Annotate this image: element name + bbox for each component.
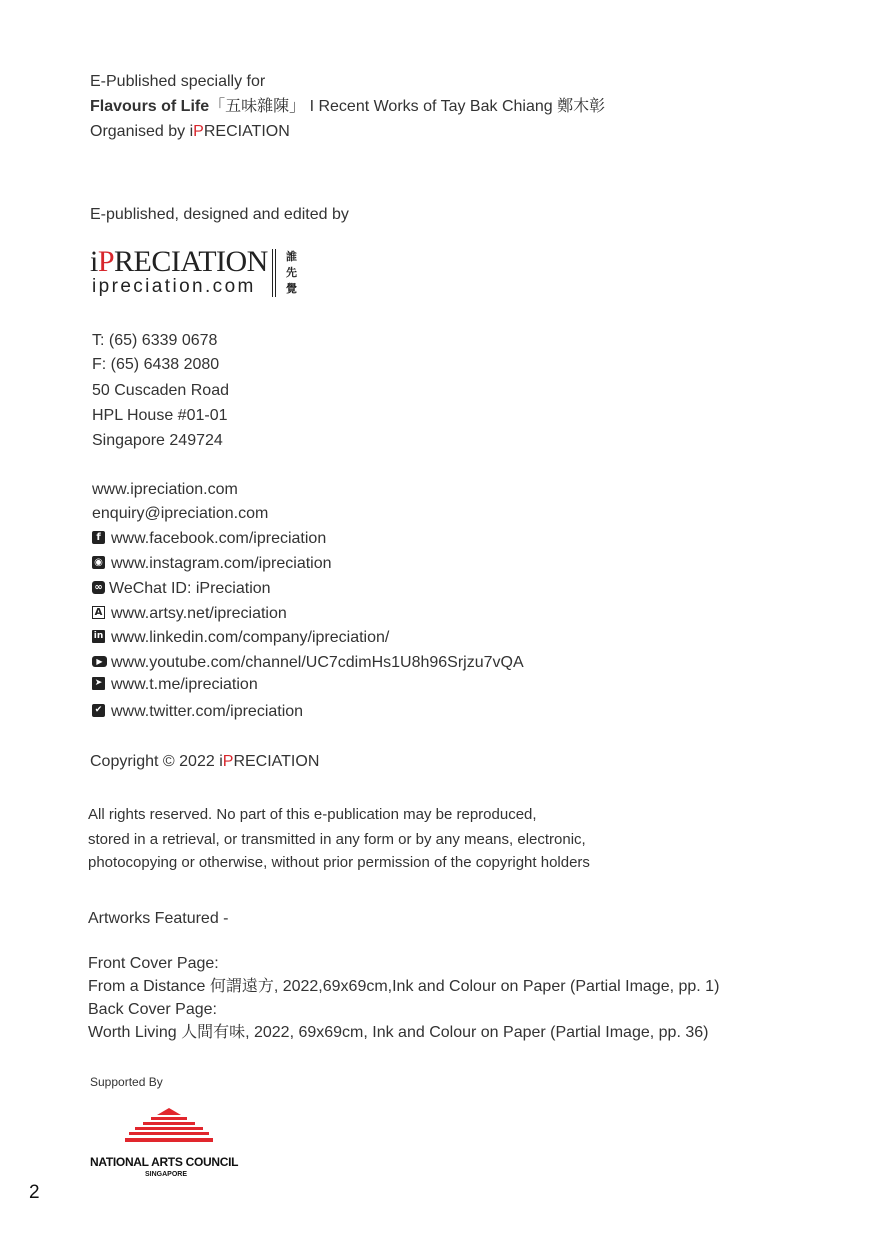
instagram-url: www.instagram.com/ipreciation: [111, 555, 332, 572]
front-cover-text: From a Distance 何謂遠方, 2022,69x69cm,Ink and Colour on Paper (Partial Image, pp. 1): [88, 978, 720, 995]
organised-by-label: Organised by: [90, 123, 190, 140]
linkedin-icon: in: [93, 631, 104, 641]
nac-emblem: [123, 1106, 215, 1146]
email-link[interactable]: enquiry@ipreciation.com: [92, 505, 269, 522]
logo-wordmark: [90, 245, 268, 279]
artsy-link[interactable]: [92, 604, 287, 624]
brand-i: i: [189, 123, 194, 140]
rights-line-1: All rights reserved. No part of this e-publication may be reproduced,: [88, 806, 537, 823]
address-line-2: HPL House #01-01: [92, 407, 228, 424]
page-number: 2: [29, 1182, 40, 1203]
youtube-icon: ▶: [92, 656, 107, 667]
facebook-link[interactable]: [92, 529, 326, 549]
telegram-url: www.t.me/ipreciation: [111, 676, 258, 693]
rights-line-3: photocopying or otherwise, without prior permission of the copyright holders: [88, 854, 590, 871]
organised-by-line: [90, 122, 290, 142]
ipreciation-logo: [90, 245, 305, 300]
logo-domain: ipreciation.com: [92, 276, 256, 297]
address-line-3: Singapore 249724: [92, 432, 223, 449]
facebook-url: www.facebook.com/ipreciation: [111, 530, 327, 547]
nac-name: NATIONAL ARTS COUNCIL: [90, 1155, 239, 1169]
back-cover-label: Back Cover Page:: [88, 1001, 217, 1018]
rights-line-2: stored in a retrieval, or transmitted in any form or by any means, electronic,: [88, 831, 586, 848]
edited-by-line: E-published, designed and edited by: [90, 206, 349, 223]
wechat-link[interactable]: [92, 579, 271, 599]
instagram-icon: ◉: [92, 556, 105, 569]
published-for-line: E-Published specially for: [90, 73, 266, 90]
telegram-link[interactable]: [92, 675, 258, 695]
facebook-icon: f: [92, 531, 105, 544]
nac-country: SINGAPORE: [145, 1171, 188, 1178]
logo-chinese-char-1: 誰: [286, 251, 297, 263]
twitter-icon: ✔: [92, 704, 105, 717]
copyright-brand-p: P: [222, 753, 234, 770]
instagram-link[interactable]: [92, 554, 332, 574]
logo-divider: [272, 249, 276, 297]
telegram-icon: ➤: [92, 677, 105, 690]
twitter-link[interactable]: [92, 702, 303, 722]
front-cover-label: Front Cover Page:: [88, 955, 219, 972]
logo-i: i: [90, 245, 98, 278]
artworks-heading: Artworks Featured -: [88, 910, 229, 927]
youtube-link[interactable]: [92, 653, 524, 673]
fax-number: F: (65) 6438 2080: [92, 356, 220, 373]
exhibition-title: [90, 97, 605, 117]
wechat-icon: ∞: [92, 581, 105, 594]
linkedin-link[interactable]: [92, 628, 389, 648]
phone-number: T: (65) 6339 0678: [92, 332, 218, 349]
supported-by-label: Supported By: [90, 1075, 163, 1089]
address-line-1: 50 Cuscaden Road: [92, 382, 229, 399]
exhibition-title-rest: 「五味雜陳」 I Recent Works of Tay Bak Chiang 鄭木彰: [209, 98, 606, 115]
copyright-prefix: Copyright © 2022: [90, 753, 220, 770]
copyright-brand-rest: RECIATION: [233, 753, 320, 770]
back-cover-text: Worth Living 人間有味, 2022, 69x69cm, Ink and Colour on Paper (Partial Image, pp. 36): [88, 1024, 709, 1041]
wechat-id: WeChat ID: iPreciation: [109, 580, 271, 597]
logo-p: P: [97, 245, 115, 278]
website-link[interactable]: www.ipreciation.com: [92, 481, 238, 498]
twitter-url: www.twitter.com/ipreciation: [111, 703, 304, 720]
copyright-line: [90, 752, 319, 772]
copyright-brand-i: i: [219, 753, 223, 770]
logo-chinese-char-3: 覺: [286, 283, 297, 295]
artsy-url: www.artsy.net/ipreciation: [111, 605, 287, 622]
brand-rest: RECIATION: [203, 123, 290, 140]
brand-p: P: [193, 123, 204, 140]
youtube-url: www.youtube.com/channel/UC7cdimHs1U8h96Srjzu7vQA: [111, 654, 524, 671]
logo-chinese-char-2: 先: [286, 267, 297, 279]
logo-rest: RECIATION: [114, 245, 268, 278]
nac-logo: [88, 1106, 253, 1182]
exhibition-title-bold: Flavours of Life: [90, 98, 210, 115]
artsy-icon: A: [92, 606, 105, 619]
linkedin-url: www.linkedin.com/company/ipreciation/: [111, 629, 390, 646]
logo-chinese: [286, 249, 297, 297]
